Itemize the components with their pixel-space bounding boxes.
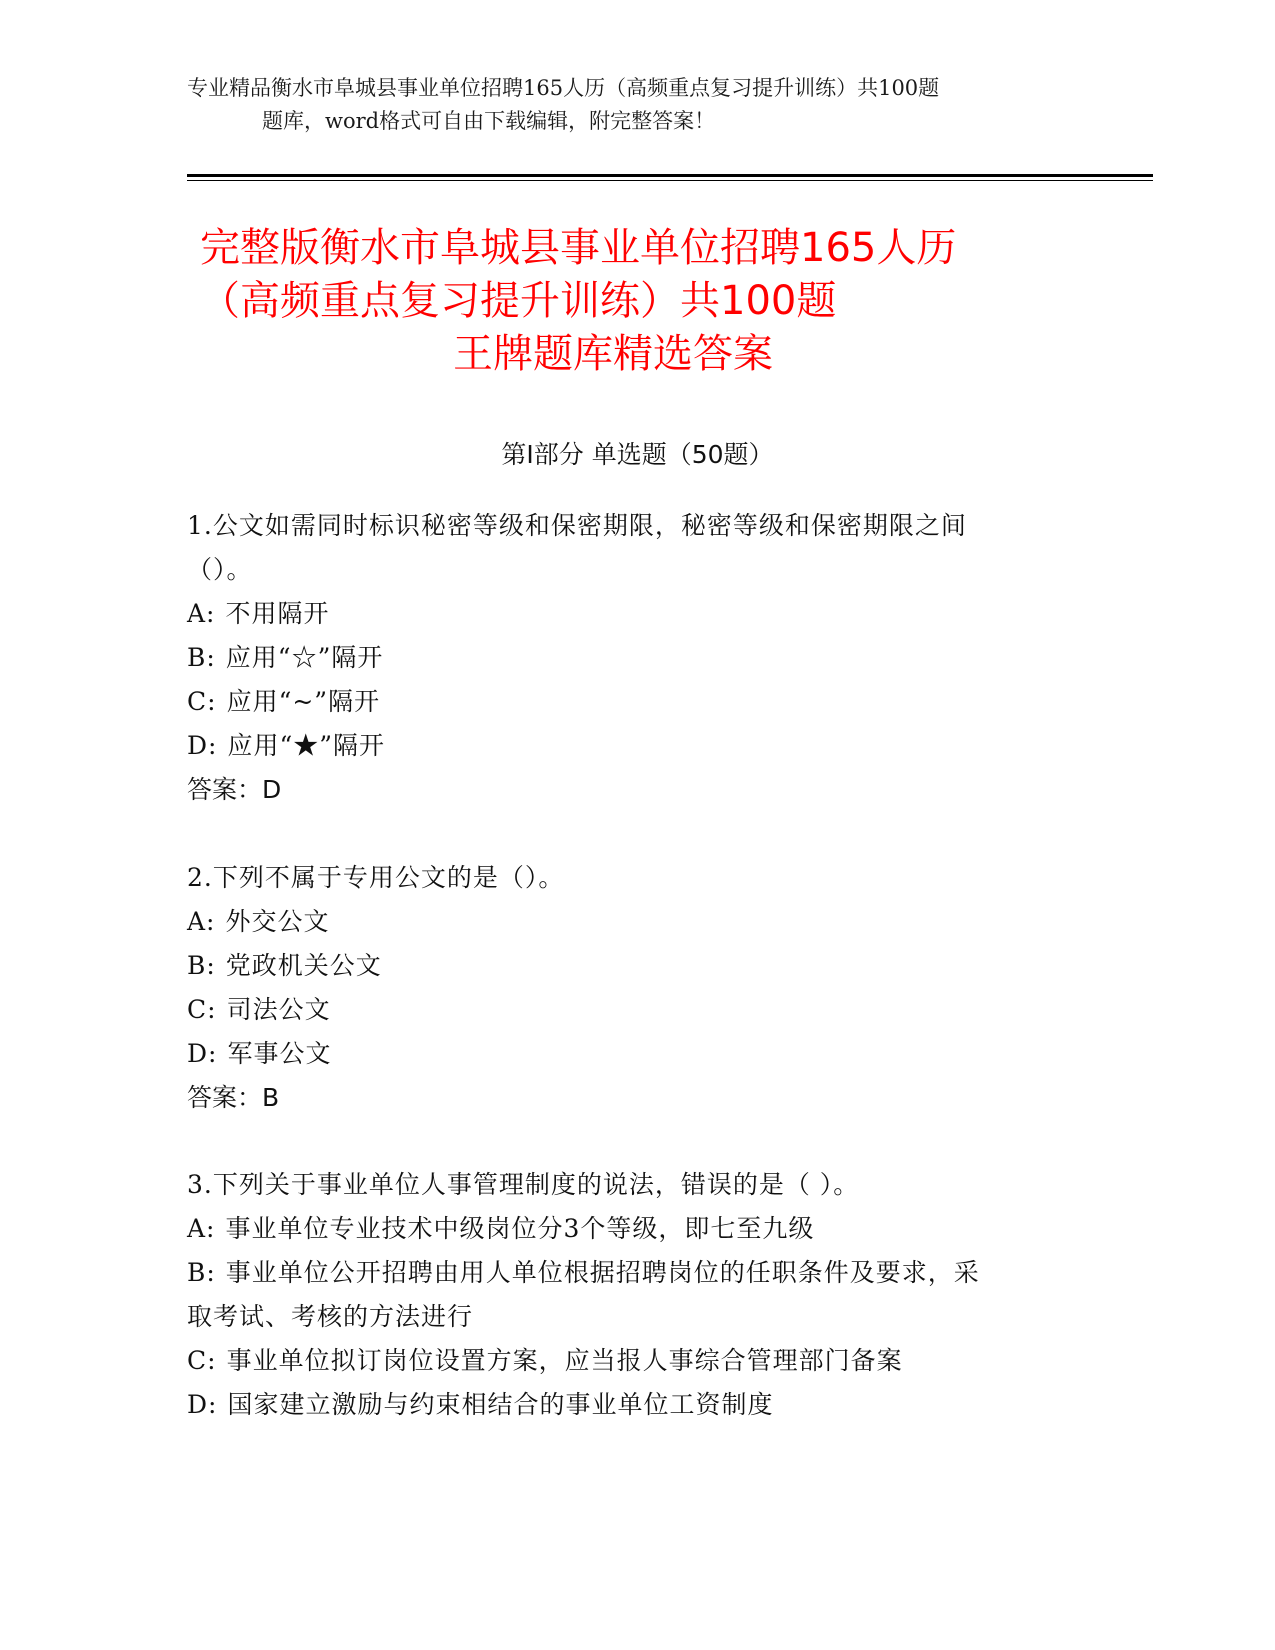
option-key: B:: [187, 951, 216, 980]
option-text: 外交公文: [225, 907, 330, 936]
option-text: 应用“★”隔开: [227, 731, 386, 760]
question-2-option-c: [187, 992, 331, 1028]
question-3-option-b-cont: 取考试、考核的方法进行: [187, 1302, 474, 1331]
document-title-line-3: 王牌题库精选答案: [453, 331, 773, 377]
question-1-option-b: [187, 640, 383, 676]
header-note-line-1: 专业精品衡水市阜城县事业单位招聘165人历（高频重点复习提升训练）共100题: [187, 76, 940, 100]
question-1-stem-cont: （）。: [187, 555, 253, 584]
document-title-line-2: （高频重点复习提升训练）共100题: [200, 278, 837, 324]
document-title-line-1: 完整版衡水市阜城县事业单位招聘165人历: [200, 225, 957, 271]
option-text: 事业单位公开招聘由用人单位根据招聘岗位的任职条件及要求，采: [225, 1258, 980, 1287]
option-key: D:: [187, 731, 218, 760]
option-key: C:: [187, 1346, 217, 1375]
option-key: C:: [187, 687, 217, 716]
option-text: 应用“~”隔开: [226, 687, 381, 716]
option-key: B:: [187, 643, 216, 672]
option-text: 司法公文: [226, 995, 331, 1024]
question-1-option-a: [187, 596, 330, 632]
option-text: 不用隔开: [225, 599, 330, 628]
header-divider-thin: [187, 180, 1153, 181]
option-text: 事业单位专业技术中级岗位分3个等级，即七至九级: [225, 1214, 815, 1243]
question-3-stem: 3.下列关于事业单位人事管理制度的说法，错误的是（ ）。: [187, 1170, 860, 1199]
question-3-option-a: [187, 1211, 814, 1247]
question-2-answer: 答案：B: [187, 1083, 280, 1112]
question-3-option-b: [187, 1255, 980, 1291]
option-key: A:: [187, 907, 216, 936]
option-text: 事业单位拟订岗位设置方案，应当报人事综合管理部门备案: [226, 1346, 903, 1375]
option-text: 党政机关公文: [225, 951, 382, 980]
option-key: D:: [187, 1390, 218, 1419]
option-key: D:: [187, 1039, 218, 1068]
question-2-stem: 2.下列不属于专用公文的是（）。: [187, 863, 565, 892]
section-heading: 第Ⅰ部分 单选题（50题）: [501, 440, 774, 469]
option-key: B:: [187, 1258, 216, 1287]
option-text: 军事公文: [227, 1039, 332, 1068]
question-3-option-c: [187, 1343, 903, 1379]
option-key: A:: [187, 1214, 216, 1243]
option-text: 国家建立激励与约束相结合的事业单位工资制度: [227, 1390, 774, 1419]
question-1-stem: 1.公文如需同时标识秘密等级和保密期限，秘密等级和保密期限之间: [187, 511, 967, 540]
question-1-option-d: [187, 728, 385, 764]
question-1-option-c: [187, 684, 380, 720]
option-text: 应用“☆”隔开: [225, 643, 384, 672]
option-key: A:: [187, 599, 216, 628]
question-3-option-d: [187, 1387, 773, 1423]
option-key: C:: [187, 995, 217, 1024]
question-2-option-a: [187, 904, 330, 940]
question-2-option-b: [187, 948, 382, 984]
header-note-line-2: 题库，word格式可自由下载编辑，附完整答案！: [262, 109, 716, 133]
question-1-answer: 答案：D: [187, 775, 282, 804]
question-2-option-d: [187, 1036, 331, 1072]
header-divider-thick: [187, 174, 1153, 177]
